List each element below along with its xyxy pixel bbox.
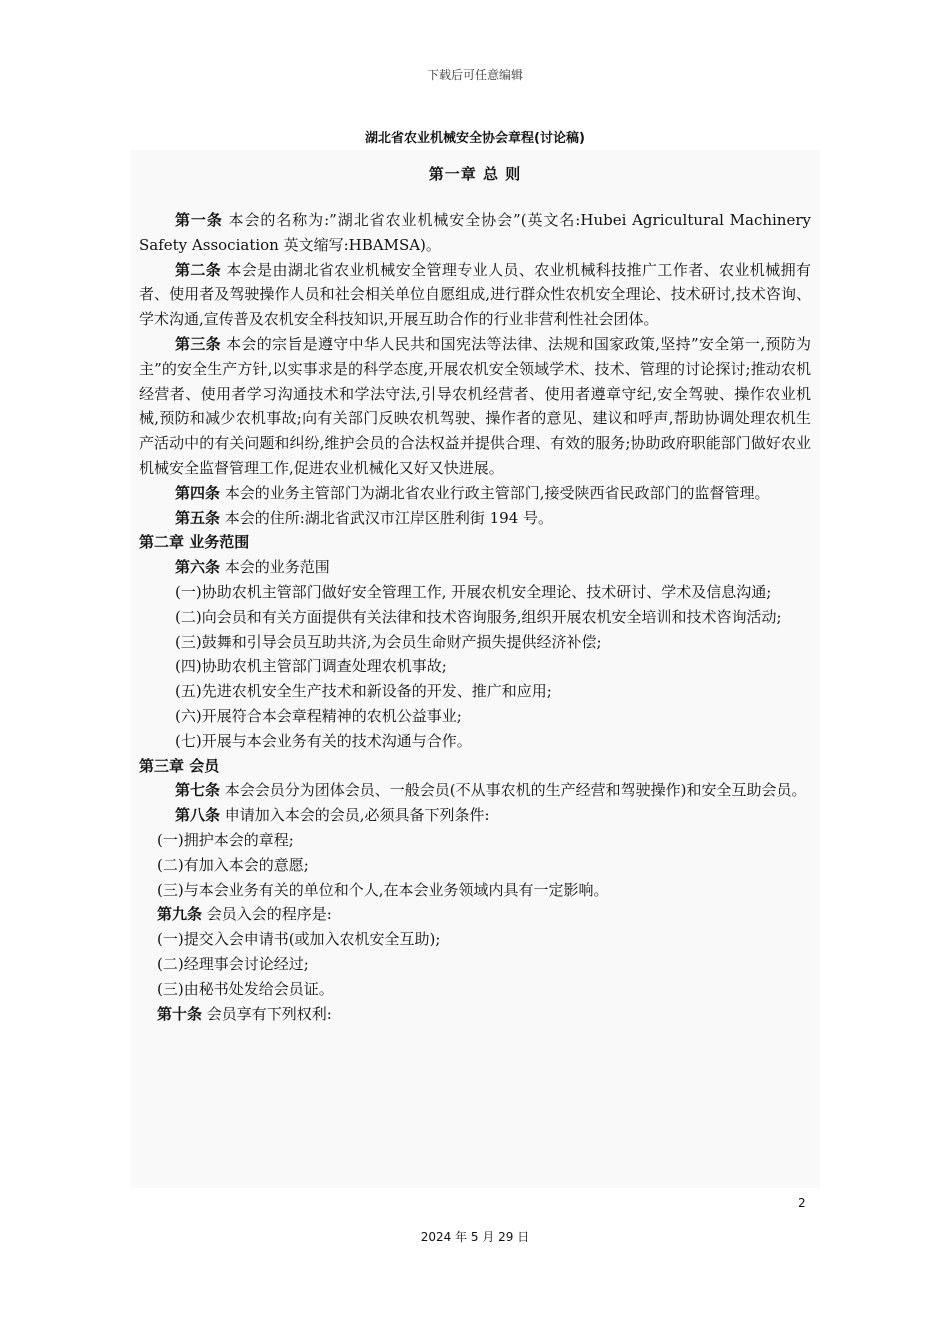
page-number: 2: [798, 1196, 806, 1210]
list-item: (一)提交入会申请书(或加入农机安全互助);: [157, 930, 441, 949]
article-text: 本会的业务范围: [220, 558, 330, 577]
article-3: [139, 332, 811, 481]
article-label: 第四条: [175, 483, 221, 502]
article-label: 第十条: [157, 1004, 203, 1023]
article-1: [139, 208, 811, 258]
article-2: [139, 258, 811, 332]
article-label: 第九条: [157, 905, 203, 924]
chapter-3-title: 第三章 会员: [139, 756, 220, 775]
article-label: 第六条: [175, 558, 221, 577]
article-text: 本会的宗旨是遵守中华人民共和国宪法等法律、法规和国家政策,坚持”安全第一,预防为主”的安全生产方针,以实事求是的科学态度,开展农机安全领域学术、技术、管理的讨论探讨;推动农机经营者、使用者学习沟通技术和学法守法,引导农机经营者、使用者遵章守纪,安全驾驶、操作农业机械,预防和减少农机事故;向有关部门反映农机驾驶、操作者的意见、建议和呼声,帮助协调处理农机生产活动中的有关问题和纠纷,维护会员的合法权益并提供合理、有效的服务;协助政府职能部门做好农业机械安全监督管理工作,促进农业机械化又好又快进展。: [139, 334, 811, 477]
list-item: (三)鼓舞和引导会员互助共济,为会员生命财产损失提供经济补偿;: [175, 632, 602, 651]
list-item: (五)先进农机安全生产技术和新设备的开发、推广和应用;: [175, 682, 552, 701]
list-item: (三)与本会业务有关的单位和个人,在本会业务领域内具有一定影响。: [157, 880, 609, 899]
article-text: 本会会员分为团体会员、一般会员(不从事农机的生产经营和驾驶操作)和安全互助会员。: [220, 781, 807, 800]
article-10: [139, 1002, 811, 1027]
article-text: 会员享有下列权利:: [202, 1004, 332, 1023]
list-item: (二)经理事会讨论经过;: [157, 954, 309, 973]
article-text: 本会的名称为:”湖北省农业机械安全协会”(英文名:Hubei Agricultural Machinery Safety Association 英文缩写:HBAMSA)。: [139, 211, 811, 254]
article-7: [139, 778, 811, 803]
article-6: [139, 555, 811, 580]
list-item: (三)由秘书处发给会员证。: [157, 979, 334, 998]
article-label: 第八条: [175, 806, 221, 825]
article-text: 本会是由湖北省农业机械安全管理专业人员、农业机械科技推广工作者、农业机械拥有者、使用者及驾驶操作人员和社会相关单位自愿组成,进行群众性农机安全理论、技术研讨,技术咨询、学术沟通,宣传普及农机安全科技知识,开展互助合作的行业非营利性社会团体。: [139, 260, 811, 329]
article-4: [139, 481, 811, 506]
list-item: (四)协助农机主管部门调查处理农机事故;: [175, 657, 447, 676]
list-item: (六)开展符合本会章程精神的农机公益事业;: [175, 706, 462, 725]
list-item: (七)开展与本会业务有关的技术沟通与合作。: [175, 731, 472, 750]
article-label: 第一条: [175, 211, 223, 229]
list-item: (二)有加入本会的意愿;: [157, 855, 309, 874]
article-5: [139, 506, 811, 531]
document-title: 湖北省农业机械安全协会章程(讨论稿): [365, 131, 585, 146]
article-text: 本会的业务主管部门为湖北省农业行政主管部门,接受陕西省民政部门的监督管理。: [220, 483, 770, 502]
page-footer-date: 2024 年 5 月 29 日: [420, 1230, 530, 1244]
chapter-1-title: 第一章 总 则: [428, 165, 522, 183]
chapter-2-title: 第二章 业务范围: [139, 533, 250, 552]
article-text: 会员入会的程序是:: [202, 905, 332, 924]
article-8: [139, 803, 811, 828]
article-label: 第五条: [175, 508, 221, 527]
list-item: (一)协助农机主管部门做好安全管理工作, 开展农机安全理论、技术研讨、学术及信息沟通;: [175, 582, 772, 601]
article-label: 第二条: [175, 260, 222, 279]
article-text: 本会的住所:湖北省武汉市江岸区胜利街 194 号。: [220, 508, 554, 527]
article-text: 申请加入本会的会员,必须具备下列条件:: [220, 806, 490, 825]
list-item: (二)向会员和有关方面提供有关法律和技术咨询服务,组织开展农机安全培训和技术咨询活动;: [175, 607, 782, 626]
article-label: 第三条: [175, 334, 221, 353]
list-item: (一)拥护本会的章程;: [157, 830, 294, 849]
document-body: [139, 208, 811, 1026]
article-9: [139, 902, 811, 927]
page-header: 下载后可任意编辑: [426, 68, 523, 82]
article-label: 第七条: [175, 781, 221, 800]
